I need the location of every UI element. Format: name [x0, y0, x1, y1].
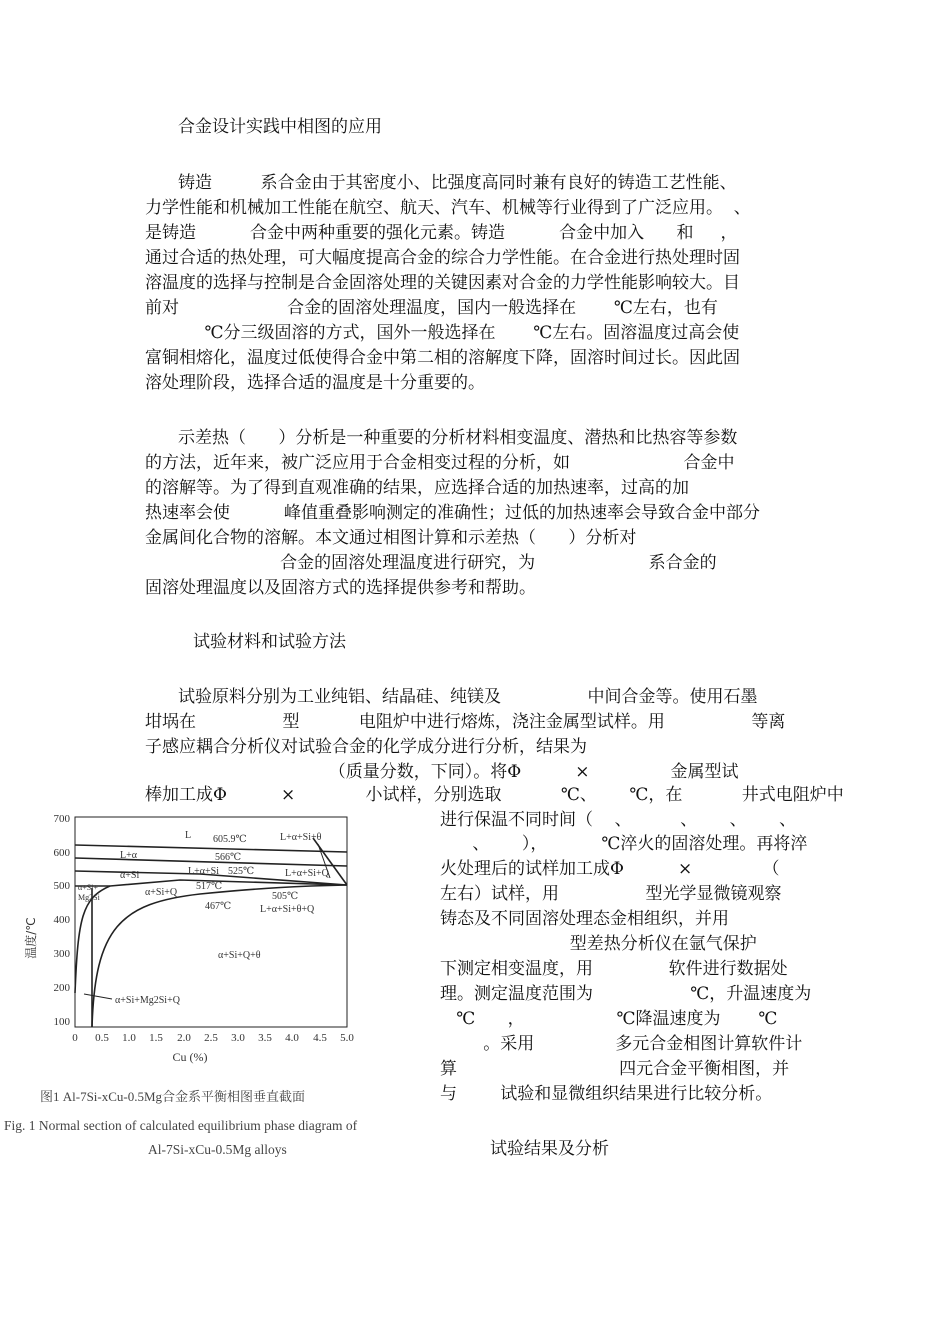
x-tick-label: 4.5 [313, 1032, 327, 1044]
x-tick-label: 1.0 [122, 1032, 136, 1044]
text-line: 棒加工成Φ × 小试样，分别选取 ℃、 ℃，在 井式电阻炉中 [145, 785, 844, 805]
page-title: 合金设计实践中相图的应用 [178, 117, 382, 137]
y-axis [54, 813, 71, 1028]
text-line: 热速率会使 峰值重叠影响测定的准确性；过低的加热速率会导致合金中部分 [145, 503, 761, 523]
text-line: 试验原料分别为工业纯铝、结晶硅、纯镁及 中间合金等。使用石墨 [178, 687, 758, 707]
text-line: 。采用 多元合金相图计算软件计 [440, 1034, 803, 1054]
text-line: ℃分三级固溶的方式，国外一般选择在 ℃左右。固溶温度过高会使 [145, 323, 740, 343]
temp-label: 605.9℃ [213, 834, 247, 845]
region-labels [78, 830, 330, 1006]
x-tick-label: 3.0 [231, 1032, 245, 1044]
y-tick-label: 700 [53, 813, 70, 825]
x-axis [72, 1032, 354, 1044]
text-line: 、 ）， ℃淬火的固溶处理。再将淬 [440, 834, 808, 854]
y-axis-label: 温度/℃ [24, 917, 38, 959]
x-tick-label: 0 [72, 1032, 78, 1044]
text-line: ℃ ， ℃降温速度为 ℃ [440, 1009, 778, 1029]
region-label: L+α+Si+Q [285, 868, 329, 879]
region-label: α+Si [120, 870, 140, 881]
text-line: 力学性能和机械加工性能在航空、航天、汽车、机械等行业得到了广泛应用。 、 [145, 198, 751, 218]
section-heading-methods: 试验材料和试验方法 [193, 632, 346, 652]
y-tick-label: 300 [53, 948, 70, 960]
text-line: 溶处理阶段，选择合适的温度是十分重要的。 [145, 373, 485, 393]
figure-caption-en: Fig. 1 Normal section of calculated equilibrium phase diagram of [4, 1118, 358, 1133]
region-label: L+α+Si [188, 866, 219, 877]
text-line: 固溶处理温度以及固溶方式的选择提供参考和帮助。 [145, 578, 536, 598]
temp-label: 505℃ [272, 891, 299, 902]
x-tick-label: 3.5 [258, 1032, 272, 1044]
text-line: 下测定相变温度，用 软件进行数据处 [440, 959, 788, 979]
region-label: L+α+Si+θ+Q [260, 904, 315, 915]
x-tick-label: 0.5 [95, 1032, 109, 1044]
text-line: 与 试验和显微组织结果进行比较分析。 [440, 1084, 773, 1104]
text-line: 左右）试样，用 型光学显微镜观察 [440, 884, 782, 904]
x-tick-label: 2.5 [204, 1032, 218, 1044]
text-line: 理。测定温度范围为 ℃，升温速度为 [440, 984, 812, 1004]
text-line: 金属间化合物的溶解。本文通过相图计算和示差热（ ）分析对 [145, 528, 637, 548]
figure-caption-cn: 图1 Al-7Si-xCu-0.5Mg合金系平衡相图垂直截面 [40, 1089, 306, 1104]
text-line: 示差热（ ）分析是一种重要的分析材料相变温度、潜热和比热容等参数 [178, 428, 738, 448]
text-line: 型差热分析仪在氩气保护 [440, 934, 757, 954]
temp-label: 467℃ [205, 901, 232, 912]
text-line: 进行保温不同时间（ 、 、 、 、 [440, 810, 797, 830]
section-heading-results: 试验结果及分析 [490, 1139, 609, 1159]
y-tick-label: 100 [53, 1016, 70, 1028]
text-line: 的溶解等。为了得到直观准确的结果，应选择合适的加热速率，过高的加 [145, 478, 689, 498]
text-line: 火处理后的试样加工成Φ × （ [440, 859, 780, 879]
text-line: 是铸造 合金中两种重要的强化元素。铸造 合金中加入 和 ， [145, 223, 738, 243]
region-label: L+α+Si+θ [280, 832, 322, 843]
figure-caption-en: Al-7Si-xCu-0.5Mg alloys [148, 1142, 287, 1157]
text-line: 子感应耦合分析仪对试验合金的化学成分进行分析，结果为 [145, 737, 587, 757]
text-line: 通过合适的热处理，可大幅度提高合金的综合力学性能。在合金进行热处理时固 [145, 248, 740, 268]
region-label: α+Si+Q [145, 887, 178, 898]
text-line: 的方法，近年来，被广泛应用于合金相变过程的分析，如 合金中 [145, 453, 735, 473]
region-label: L [185, 830, 192, 841]
text-line: 坩埚在 型 电阻炉中进行熔炼，浇注金属型试样。用 等离 [145, 712, 786, 732]
phase-diagram-figure [0, 808, 440, 1178]
region-label: α+Si+Q+θ [218, 950, 261, 961]
eutectic-line-566 [75, 858, 347, 866]
liquidus-line [75, 845, 347, 852]
region-label: α+Si+Mg2Si+Q [115, 995, 180, 1006]
region-label: α+Si+ [78, 883, 98, 892]
temp-label: 566℃ [215, 852, 242, 863]
temp-label: 517℃ [196, 881, 223, 892]
text-line: 富铜相熔化，温度过低使得合金中第二相的溶解度下降，固溶时间过长。因此固 [145, 348, 740, 368]
text-line: 算 四元合金平衡相图，并 [440, 1059, 790, 1079]
region-label: L+α [120, 850, 137, 861]
x-tick-label: 2.0 [177, 1032, 191, 1044]
y-tick-label: 400 [53, 914, 70, 926]
text-line: 铸态及不同固溶处理态金相组织，并用 [440, 909, 729, 929]
x-tick-label: 5.0 [340, 1032, 354, 1044]
text-line: （质量分数，下同）。将Φ × 金属型试 [145, 762, 739, 782]
text-line: 合金的固溶处理温度进行研究，为 系合金的 [145, 553, 717, 573]
x-tick-label: 4.0 [285, 1032, 299, 1044]
region-label: Mg2Si [78, 893, 100, 902]
y-tick-label: 600 [53, 847, 70, 859]
text-line: 溶温度的选择与控制是合金固溶处理的关键因素对合金的力学性能影响较大。目 [145, 273, 740, 293]
text-line: 前对 合金的固溶处理温度，国内一般选择在 ℃左右，也有 [145, 298, 718, 318]
temp-label: 525℃ [228, 866, 255, 877]
y-tick-label: 500 [53, 880, 70, 892]
text-line: 铸造 系合金由于其密度小、比强度高同时兼有良好的铸造工艺性能、 [178, 173, 737, 193]
x-axis-label: Cu (%) [172, 1050, 208, 1064]
y-tick-label: 200 [53, 982, 70, 994]
x-tick-label: 1.5 [149, 1032, 163, 1044]
